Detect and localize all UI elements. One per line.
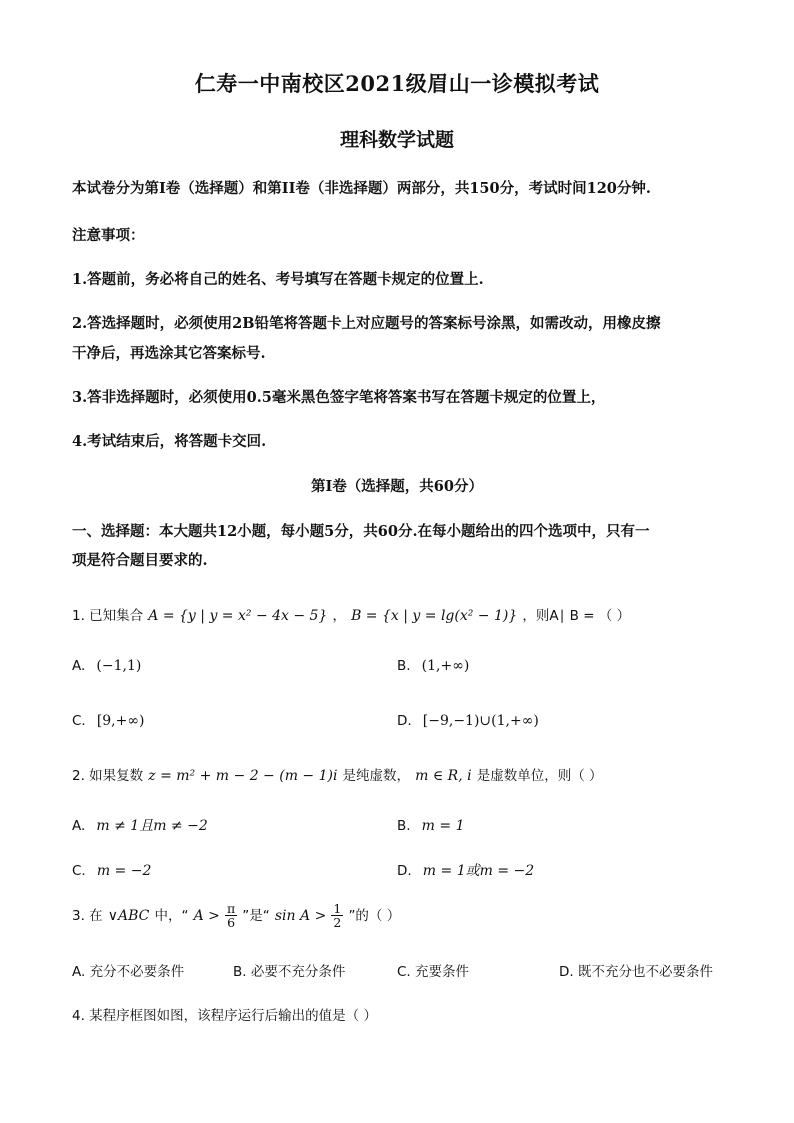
q2-tail: 是虚数单位，则（ ） [476, 768, 603, 784]
q2-option-b-label: B. [397, 818, 411, 834]
note-2: 2.答选择题时，必须使用2B铅笔将答题卡上对应题号的答案标号涂黑，如需改动，用橡皮擦 [72, 315, 661, 332]
page-subtitle: 理科数学试题 [339, 129, 454, 151]
q3-pi-den: 6 [227, 915, 236, 931]
page-title: 仁寿一中南校区2021级眉山一诊模拟考试 [194, 71, 600, 96]
q1-option-c [72, 710, 145, 729]
q2-option-b [397, 815, 464, 834]
section-heading: 第I卷（选择题，共60分） [311, 478, 483, 495]
q3-half-num: 1 [333, 901, 342, 916]
section-instructions-1: 一、选择题：本大题共12小题，每小题5分，共60分.在每小题给出的四个选项中，只有一 [72, 523, 650, 540]
q1-prefix: 1. 已知集合 [72, 608, 144, 624]
q2-option-a [72, 815, 208, 835]
question-1 [72, 604, 630, 624]
q1-option-d [397, 710, 539, 729]
q3-sin-gt: sin A > [274, 908, 327, 925]
q3-pi-num: π [226, 901, 236, 916]
q1-tail: ，则A∣ B = （ ） [522, 608, 631, 624]
question-3 [72, 902, 400, 929]
q2-option-d-label: D. [397, 863, 412, 879]
q1-option-c-value: [9,+∞) [96, 713, 145, 729]
q3-mid2: ”是“ [242, 908, 270, 925]
q1-option-a [72, 655, 141, 674]
q2-mid: 是纯虚数， [342, 768, 411, 784]
q2-option-c-label: C. [72, 863, 86, 879]
q2-condition: m ∈ R, i [415, 768, 472, 784]
q1-option-a-value: (−1,1) [96, 658, 142, 674]
q2-expression: z = m² + m − 2 − (m − 1)i [148, 768, 338, 784]
q2-option-b-value: m = 1 [421, 818, 465, 834]
q1-option-d-label: D. [397, 713, 412, 729]
q2-option-a-label: A. [72, 818, 86, 834]
q1-set-b: B = {x | y = lg(x² − 1)} [351, 608, 518, 624]
question-2 [72, 764, 603, 784]
q1-option-a-label: A. [72, 658, 86, 674]
q3-one-half [331, 902, 343, 929]
q3-triangle: ∨ABC [107, 908, 150, 925]
section-instructions-2: 项是符合题目要求的. [72, 552, 208, 569]
q2-option-d-value: m = 1或m = −2 [422, 863, 535, 879]
q2-option-a-value: m ≠ 1且m ≠ −2 [96, 818, 208, 834]
q3-option-a: A. 充分不必要条件 [72, 964, 185, 980]
q3-option-d: D. 既不充分也不必要条件 [559, 964, 713, 980]
note-1: 1.答题前，务必将自己的姓名、考号填写在答题卡规定的位置上. [72, 271, 484, 288]
intro-line: 本试卷分为第I卷（选择题）和第II卷（非选择题）两部分，共150分，考试时间120分钟. [72, 180, 651, 197]
question-4: 4. 某程序框图如图，该程序运行后输出的值是（ ） [72, 1008, 377, 1024]
note-2-cont: 干净后，再选涂其它答案标号. [72, 345, 266, 362]
q2-option-d [397, 860, 534, 880]
q1-option-b [397, 655, 469, 674]
q1-option-d-value: [−9,−1)∪(1,+∞) [422, 713, 539, 729]
q3-option-b: B. 必要不充分条件 [233, 964, 346, 980]
q3-mid1: 中，“ [154, 908, 189, 925]
q2-prefix: 2. 如果复数 [72, 768, 144, 784]
q1-option-b-value: (1,+∞) [421, 658, 470, 674]
q2-option-c-value: m = −2 [96, 863, 152, 879]
notes-heading: 注意事项： [72, 227, 145, 244]
q3-pi-over-6 [225, 902, 237, 929]
q3-tail: ”的（ ） [348, 908, 401, 925]
q3-prefix: 3. 在 [72, 908, 103, 925]
q3-option-c: C. 充要条件 [397, 964, 470, 980]
q1-comma: ， [332, 608, 346, 624]
q3-a-gt: A > [193, 908, 220, 925]
q2-option-c [72, 860, 151, 879]
note-3: 3.答非选择题时，必须使用0.5毫米黑色签字笔将答案书写在答题卡规定的位置上， [72, 389, 606, 406]
q1-option-c-label: C. [72, 713, 86, 729]
q1-option-b-label: B. [397, 658, 411, 674]
q1-set-a: A = {y | y = x² − 4x − 5} [148, 608, 328, 624]
note-4: 4.考试结束后，将答题卡交回. [72, 433, 267, 450]
q3-half-den: 2 [333, 915, 342, 931]
